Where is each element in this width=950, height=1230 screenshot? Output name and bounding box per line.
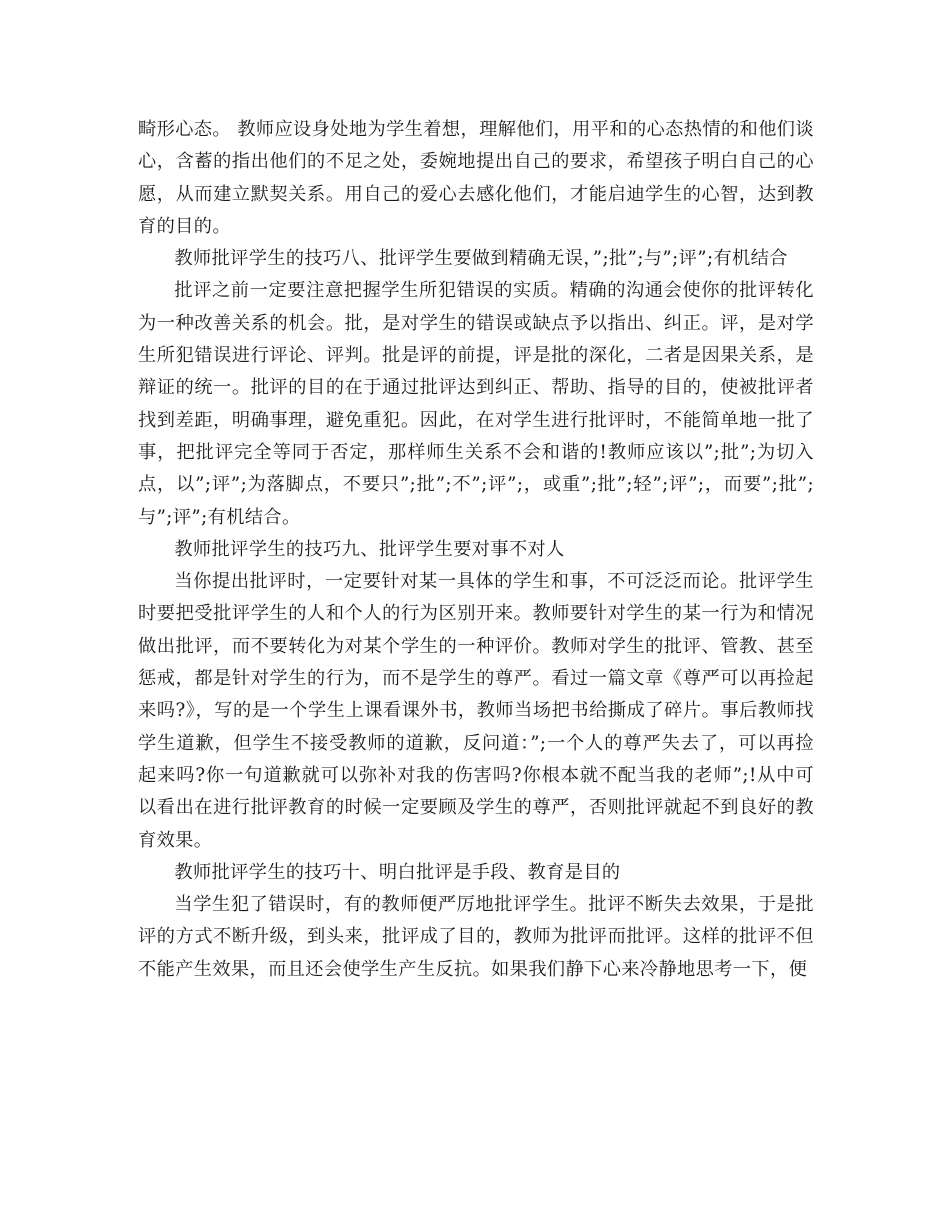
heading-tip-ten: 教师批评学生的技巧十、明白批评是手段、教育是目的 bbox=[174, 861, 621, 883]
paragraph-continuation: 畸形心态。 教师应设身处地为学生着想，理解他们，用平和的心态热情的和他们谈心，含蓄的指出他们的不足之处，委婉地提出自己的要求，希望孩子明白自己的心愿，从而建立默契关系。用自己的爱心去感化他们，才能启迪学生的心智，达到教育的目的。 bbox=[138, 119, 814, 237]
heading-tip-eight: 教师批评学生的技巧八、批评学生要做到精确无误，”;批”;与”;评”;有机结合 bbox=[174, 248, 788, 270]
paragraph-tip-ten-body: 当学生犯了错误时，有的教师便严厉地批评学生。批评不断失去效果，于是批评的方式不断升级，到头来，批评成了目的，教师为批评而批评。这样的批评不但不能产生效果，而且还会使学生产生反抗。如果我们静下心来冷静地思考一下，便 bbox=[138, 894, 814, 980]
paragraph-tip-eight-body: 批评之前一定要注意把握学生所犯错误的实质。精确的沟通会使你的批评转化为一种改善关系的机会。批，是对学生的错误或缺点予以指出、纠正。评，是对学生所犯错误进行评论、评判。批是评的前提，评是批的深化，二者是因果关系，是辩证的统一。批评的目的在于通过批评达到纠正、帮助、指导的目的，使被批评者找到差距，明确事理，避免重犯。因此，在对学生进行批评时，不能简单地一批了事，把批评完全等同于否定，那样师生关系不会和谐的!教师应该以”;批”;为切入点，以”;评”;为落脚点，不要只”;批”;不”;评”;，或重”;批”;轻”;评”;，而要”;批”;与”;评”;有机结合。 bbox=[138, 280, 814, 528]
heading-tip-nine: 教师批评学生的技巧九、批评学生要对事不对人 bbox=[174, 538, 565, 560]
document-page bbox=[138, 114, 814, 986]
paragraph-tip-nine-body: 当你提出批评时，一定要针对某一具体的学生和事，不可泛泛而论。批评学生时要把受批评学生的人和个人的行为区别开来。教师要针对学生的某一行为和情况做出批评，而不要转化为对某个学生的一种评价。教师对学生的批评、管教、甚至惩戒，都是针对学生的行为，而不是学生的尊严。看过一篇文章《尊严可以再捡起来吗?》，写的是一个学生上课看课外书，教师当场把书给撕成了碎片。事后教师找学生道歉，但学生不接受教师的道歉，反问道：”;一个人的尊严失去了，可以再捡起来吗?你一句道歉就可以弥补对我的伤害吗?你根本就不配当我的老师”;!从中可以看出在进行批评教育的时候一定要顾及学生的尊严，否则批评就起不到良好的教育效果。 bbox=[138, 571, 814, 851]
